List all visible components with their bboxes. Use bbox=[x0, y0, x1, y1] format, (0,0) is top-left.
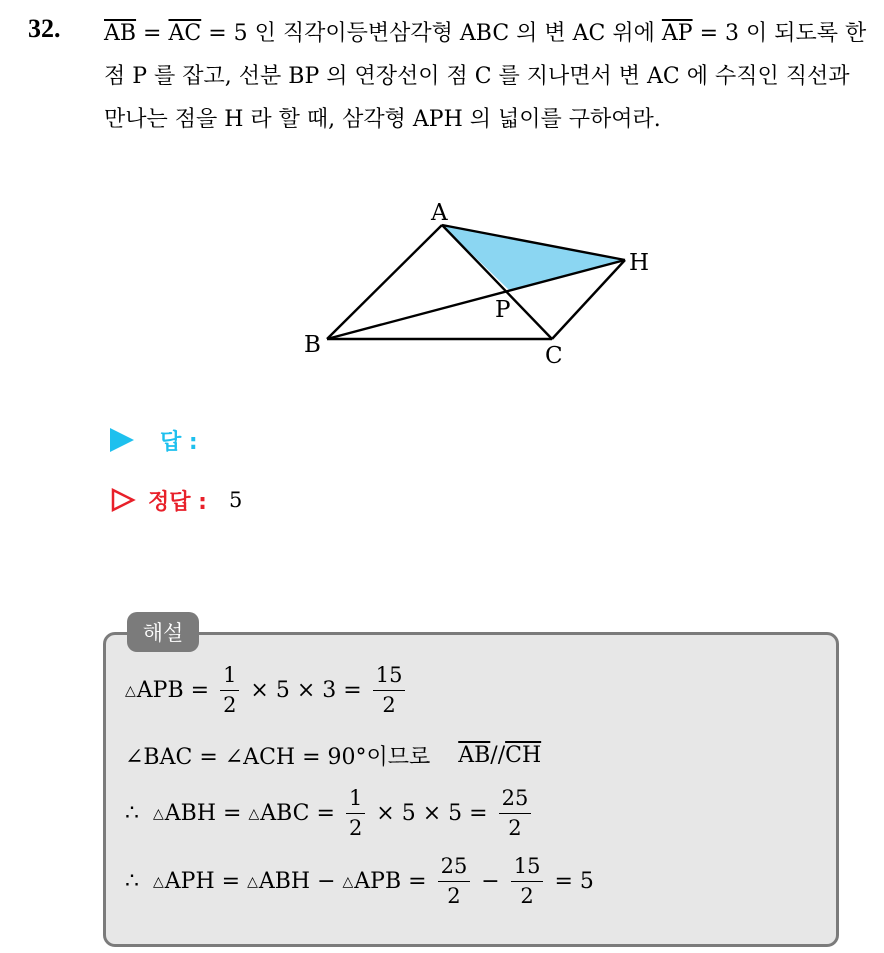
text: ABH = bbox=[164, 801, 249, 826]
numerator: 15 bbox=[511, 856, 544, 882]
shaded-triangle-aph bbox=[442, 225, 625, 291]
text: APB = bbox=[136, 678, 217, 703]
triangle-symbol: △ bbox=[152, 805, 164, 822]
triangle-symbol: △ bbox=[342, 873, 354, 890]
triangle-symbol: △ bbox=[248, 805, 260, 822]
fraction bbox=[499, 788, 532, 839]
text: ABH − bbox=[258, 869, 343, 894]
segment-ap: $\overline{AP}$ bbox=[661, 21, 693, 46]
problem-text-part: = bbox=[136, 21, 169, 46]
segment-ch: $\overline{CH}$ bbox=[505, 743, 542, 768]
therefore-symbol: ∴ bbox=[125, 869, 153, 894]
numerator: 1 bbox=[346, 788, 365, 814]
problem-text-part: = 3 이 되도록 한 점 P 를 잡고, 선분 BP 의 연장선이 점 C 를 지나면서 변 AC 에 수직인 직선과 만나는 점을 H 라 할 때, 삼각형 APH 의 넓이를 구하여라. bbox=[104, 21, 867, 132]
denominator: 2 bbox=[508, 816, 522, 840]
correct-answer-label: 정답 : bbox=[148, 489, 207, 515]
line-bh bbox=[327, 260, 625, 339]
solution-tag: 해설 bbox=[127, 612, 199, 652]
segment-ac: $\overline{AC}$ bbox=[168, 21, 202, 46]
answer-label: 답 : bbox=[160, 429, 198, 455]
fraction bbox=[346, 788, 365, 839]
segment-ab: $\overline{AB}$ bbox=[104, 21, 137, 46]
label-h: H bbox=[629, 250, 650, 276]
denominator: 2 bbox=[520, 884, 534, 908]
fraction bbox=[511, 856, 544, 907]
triangle-symbol: △ bbox=[125, 682, 136, 699]
text: APB = bbox=[354, 869, 434, 894]
problem-number: 32. bbox=[28, 14, 61, 43]
outline-play-icon bbox=[110, 487, 136, 513]
text: ABC = bbox=[260, 801, 342, 826]
solution-line-2 bbox=[125, 740, 541, 771]
fraction bbox=[438, 856, 471, 907]
numerator: 25 bbox=[499, 788, 532, 814]
numerator: 1 bbox=[220, 665, 239, 691]
fraction bbox=[373, 665, 406, 716]
denominator: 2 bbox=[348, 816, 363, 840]
problem-statement bbox=[104, 12, 874, 141]
segment-ab: $\overline{AB}$ bbox=[458, 743, 491, 768]
triangle-figure bbox=[290, 190, 690, 380]
parallel-symbol: // bbox=[490, 743, 506, 768]
label-c: C bbox=[545, 343, 563, 369]
denominator: 2 bbox=[223, 693, 237, 717]
label-p: P bbox=[495, 297, 511, 323]
fraction bbox=[220, 665, 239, 716]
text: APH = bbox=[164, 869, 248, 894]
label-a: A bbox=[431, 200, 448, 226]
denominator: 2 bbox=[382, 693, 396, 717]
solution-line-1 bbox=[125, 665, 409, 716]
solution-line-3 bbox=[125, 788, 535, 839]
numerator: 25 bbox=[438, 856, 471, 882]
text: = 5 bbox=[547, 869, 594, 894]
text: × 5 × 3 = bbox=[243, 678, 369, 703]
text: ∠BAC = ∠ACH = 90°이므로 bbox=[125, 745, 459, 770]
therefore-symbol: ∴ bbox=[125, 801, 153, 826]
answer-row bbox=[110, 420, 224, 460]
denominator: 2 bbox=[447, 884, 461, 908]
triangle-symbol: △ bbox=[247, 873, 258, 890]
solution-line-4 bbox=[125, 856, 594, 907]
numerator: 15 bbox=[373, 665, 406, 691]
correct-answer-value: 5 bbox=[228, 488, 243, 512]
label-b: B bbox=[304, 332, 321, 358]
text: × 5 × 5 = bbox=[369, 801, 495, 826]
line-ab bbox=[327, 225, 442, 339]
play-icon bbox=[110, 428, 134, 452]
text: − bbox=[474, 869, 507, 894]
correct-answer-row bbox=[110, 480, 242, 520]
problem-text-part: = 5 인 직각이등변삼각형 ABC 의 변 AC 위에 bbox=[201, 21, 662, 46]
triangle-symbol: △ bbox=[152, 873, 164, 890]
